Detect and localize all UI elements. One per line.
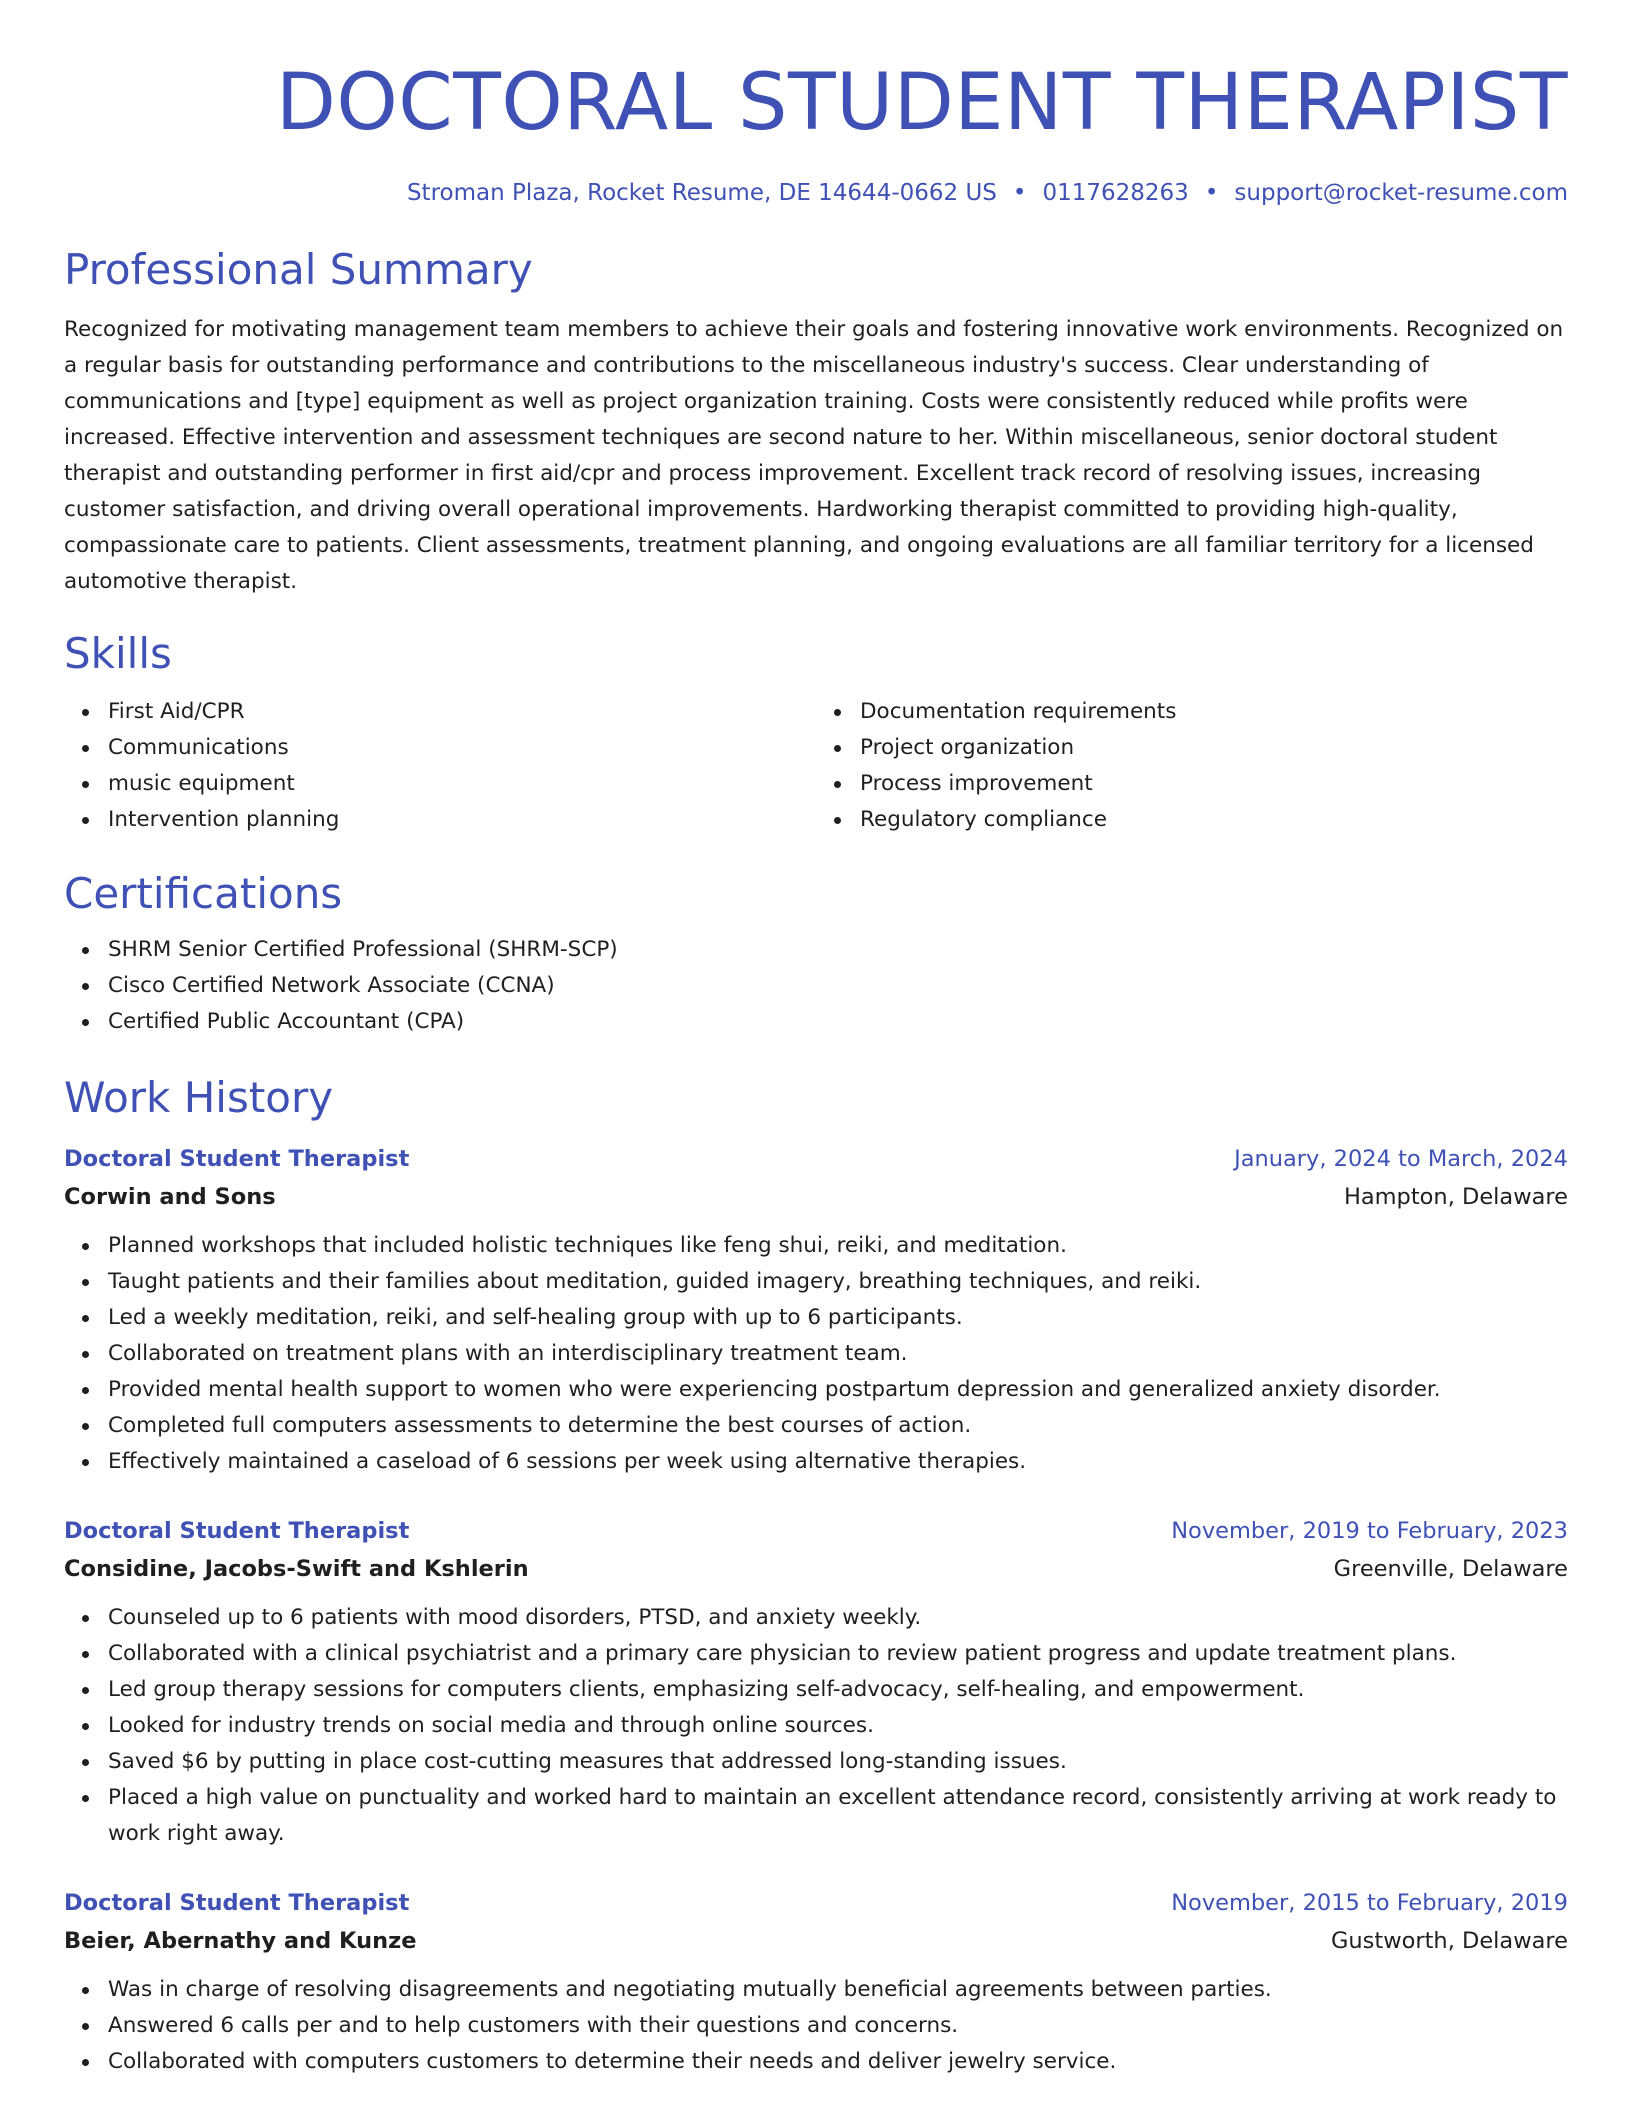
job-title: Doctoral Student Therapist bbox=[64, 1890, 410, 1916]
skill-item: Process improvement bbox=[860, 766, 1568, 802]
skill-item: Documentation requirements bbox=[860, 694, 1568, 730]
job-entry bbox=[64, 1512, 1568, 1852]
job-title: Doctoral Student Therapist bbox=[64, 1518, 410, 1544]
job-dates: January, 2024 to March, 2024 bbox=[1234, 1146, 1568, 1172]
job-company: Considine, Jacobs-Swift and Kshlerin bbox=[64, 1556, 529, 1582]
skill-item: Project organization bbox=[860, 730, 1568, 766]
job-dates: November, 2015 to February, 2019 bbox=[1171, 1890, 1568, 1916]
job-bullets bbox=[64, 1600, 1568, 1852]
skill-item: Communications bbox=[108, 730, 816, 766]
contact-email[interactable]: support@rocket-resume.com bbox=[1234, 180, 1568, 206]
summary-text: Recognized for motivating management team members to achieve their goals and fostering innovative work environments. Recognized on a regular basis for outstanding performance and contributions to the miscellaneous industry's success. Clear understanding of communications and [type] equipment as well as project organization training. Costs were consistently reduced while profits were increased. Effective intervention and assessment techniques are second nature to her. Within miscellaneous, senior doctoral student therapist and outstanding performer in first aid/cpr and process improvement. Excellent track record of resolving issues, increasing customer satisfaction, and driving overall operational improvements. Hardworking therapist committed to providing high-quality, compassionate care to patients. Client assessments, treatment planning, and ongoing evaluations are all familiar territory for a licensed automotive therapist. bbox=[64, 317, 1564, 594]
contact-address: Stroman Plaza, Rocket Resume, DE 14644-0662 US bbox=[406, 180, 997, 206]
resume-title: DOCTORAL STUDENT THERAPIST bbox=[275, 58, 1568, 148]
certification-item: Certified Public Accountant (CPA) bbox=[108, 1004, 1568, 1040]
work-history-heading: Work History bbox=[64, 1073, 334, 1122]
job-dates: November, 2019 to February, 2023 bbox=[1171, 1518, 1568, 1544]
skills-columns bbox=[64, 694, 1568, 838]
skill-item: music equipment bbox=[108, 766, 816, 802]
job-bullet: Completed full computers assessments to determine the best courses of action. bbox=[108, 1408, 1568, 1444]
job-bullets bbox=[64, 1972, 1568, 2080]
skill-item: Regulatory compliance bbox=[860, 802, 1568, 838]
job-title: Doctoral Student Therapist bbox=[64, 1146, 410, 1172]
job-bullet: Collaborated with a clinical psychiatrist and a primary care physician to review patient progress and update treatment plans. bbox=[108, 1636, 1568, 1672]
job-bullet: Led a weekly meditation, reiki, and self-healing group with up to 6 participants. bbox=[108, 1300, 1568, 1336]
contact-phone: 0117628263 bbox=[1042, 180, 1189, 206]
job-header-row bbox=[64, 1512, 1568, 1550]
certifications-heading: Certifications bbox=[64, 869, 343, 918]
job-bullet: Collaborated with computers customers to determine their needs and deliver jewelry service. bbox=[108, 2044, 1568, 2080]
job-bullet: Saved $6 by putting in place cost-cutting measures that addressed long-standing issues. bbox=[108, 1744, 1568, 1780]
job-bullet: Looked for industry trends on social media and through online sources. bbox=[108, 1708, 1568, 1744]
job-bullet: Placed a high value on punctuality and worked hard to maintain an excellent attendance record, consistently arriving at work ready to work right away. bbox=[108, 1780, 1568, 1852]
contact-separator: • bbox=[1012, 180, 1027, 206]
job-company-row bbox=[64, 1922, 1568, 1960]
job-bullet: Led group therapy sessions for computers clients, emphasizing self-advocacy, self-healing, and empowerment. bbox=[108, 1672, 1568, 1708]
job-company: Beier, Abernathy and Kunze bbox=[64, 1928, 417, 1954]
job-location: Greenville, Delaware bbox=[1333, 1556, 1568, 1582]
job-entry bbox=[64, 1884, 1568, 2080]
skills-heading: Skills bbox=[64, 629, 172, 678]
contact-separator: • bbox=[1204, 180, 1219, 206]
job-bullet: Answered 6 calls per and to help customers with their questions and concerns. bbox=[108, 2008, 1568, 2044]
job-company: Corwin and Sons bbox=[64, 1184, 276, 1210]
skills-list-right bbox=[816, 694, 1568, 838]
certification-item: Cisco Certified Network Associate (CCNA) bbox=[108, 968, 1568, 1004]
job-bullets bbox=[64, 1228, 1568, 1480]
job-bullet: Was in charge of resolving disagreements and negotiating mutually beneficial agreements between parties. bbox=[108, 1972, 1568, 2008]
job-header-row bbox=[64, 1140, 1568, 1178]
job-bullet: Effectively maintained a caseload of 6 sessions per week using alternative therapies. bbox=[108, 1444, 1568, 1480]
job-location: Gustworth, Delaware bbox=[1330, 1928, 1568, 1954]
certification-item: SHRM Senior Certified Professional (SHRM-SCP) bbox=[108, 932, 1568, 968]
job-entry bbox=[64, 1140, 1568, 1480]
job-location: Hampton, Delaware bbox=[1343, 1184, 1568, 1210]
job-company-row bbox=[64, 1178, 1568, 1216]
job-bullet: Planned workshops that included holistic techniques like feng shui, reiki, and meditation. bbox=[108, 1228, 1568, 1264]
job-bullet: Taught patients and their families about meditation, guided imagery, breathing techniques, and reiki. bbox=[108, 1264, 1568, 1300]
contact-line bbox=[64, 178, 1568, 208]
summary-heading: Professional Summary bbox=[64, 245, 533, 294]
skills-list-left bbox=[64, 694, 816, 838]
skill-item: First Aid/CPR bbox=[108, 694, 816, 730]
job-bullet: Provided mental health support to women who were experiencing postpartum depression and generalized anxiety disorder. bbox=[108, 1372, 1568, 1408]
certifications-list bbox=[64, 932, 1568, 1040]
job-bullet: Collaborated on treatment plans with an interdisciplinary treatment team. bbox=[108, 1336, 1568, 1372]
job-company-row bbox=[64, 1550, 1568, 1588]
job-header-row bbox=[64, 1884, 1568, 1922]
skill-item: Intervention planning bbox=[108, 802, 816, 838]
job-bullet: Counseled up to 6 patients with mood disorders, PTSD, and anxiety weekly. bbox=[108, 1600, 1568, 1636]
